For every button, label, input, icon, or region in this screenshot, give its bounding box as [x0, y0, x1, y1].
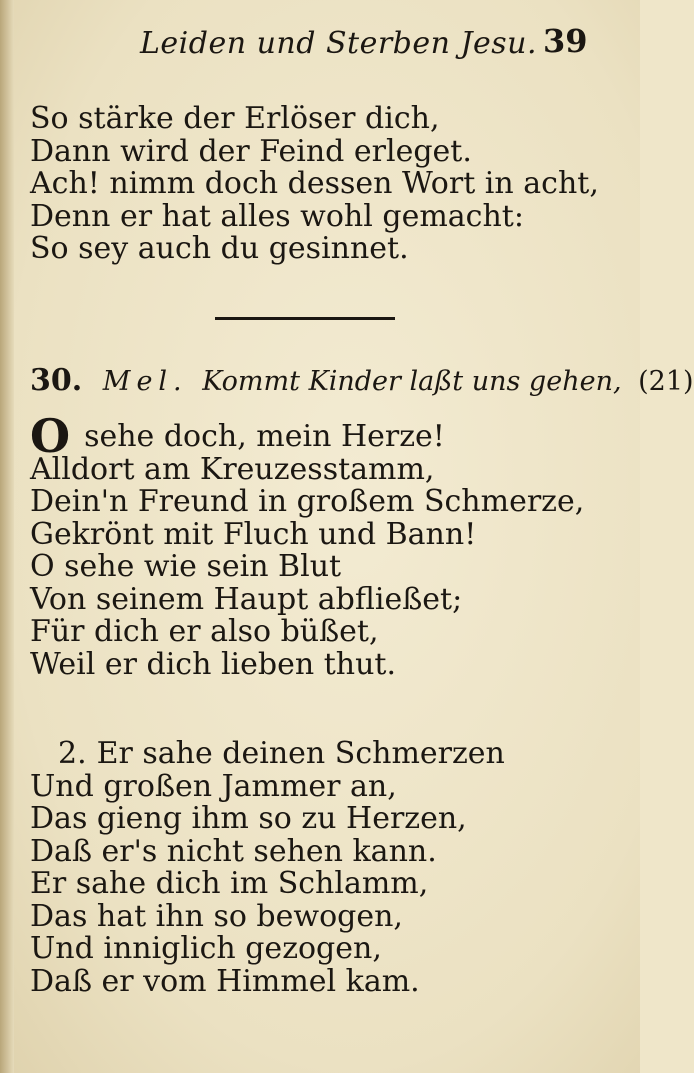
running-header [0, 22, 640, 72]
verse-line: Daß er's nicht sehen kann. [30, 833, 437, 869]
page-number: 39 [543, 22, 588, 60]
verse-line: Er sahe dich im Schlamm, [30, 866, 429, 901]
verse-line: Von seinem Haupt abfließet; [30, 581, 463, 617]
melody-tune: Kommt Kinder laßt uns gehen, [202, 366, 622, 397]
stanza-1 [30, 409, 585, 682]
verse-line: Das gieng ihm so zu Herzen, [30, 801, 467, 836]
page-gutter-edge [0, 0, 14, 1073]
running-title: Leiden und Sterben Jesu. [140, 26, 538, 61]
verse-line: Daß er vom Himmel kam. [30, 963, 420, 999]
verse-line-text: Er sahe deinen Schmerzen [96, 736, 505, 771]
verse-line: Und inniglich gezogen, [30, 931, 382, 966]
verse-line: Dein'n Freund in großem Schmerze, [30, 484, 585, 519]
verse-line: Alldort am Kreuzesstamm, [30, 451, 435, 487]
hymn-number: 30. [30, 363, 83, 398]
verse-line: So stärke der Erlöser dich, [30, 101, 440, 136]
verse-line: Denn er hat alles wohl gemacht: [30, 198, 524, 234]
hymn-heading [30, 363, 694, 398]
stanza-number: 2. [58, 736, 87, 771]
previous-stanza [30, 103, 599, 266]
melody-label: Mel. [102, 366, 188, 397]
verse-line: O sehe wie sein Blut [30, 549, 342, 584]
drop-cap: O [30, 409, 71, 463]
verse-line: Das hat ihn so bewogen, [30, 898, 403, 934]
verse-line-first [30, 409, 584, 463]
stanza-2 [30, 738, 505, 998]
section-divider [215, 317, 395, 320]
melody-reference: (21) [638, 366, 694, 397]
verse-line: Gekrönt mit Fluch und Bann! [30, 516, 477, 552]
verse-line: Und großen Jammer an, [30, 768, 397, 804]
verse-line: Für dich er also büßet, [30, 614, 379, 649]
verse-line: Ach! nimm doch dessen Wort in acht, [30, 166, 599, 201]
verse-line: Dann wird der Feind erleget. [30, 133, 472, 169]
verse-line-text: sehe doch, mein Herze! [84, 419, 445, 454]
verse-line: Weil er dich lieben thut. [30, 646, 397, 682]
verse-line: So sey auch du gesinnet. [30, 231, 409, 266]
verse-line-first [30, 738, 505, 771]
